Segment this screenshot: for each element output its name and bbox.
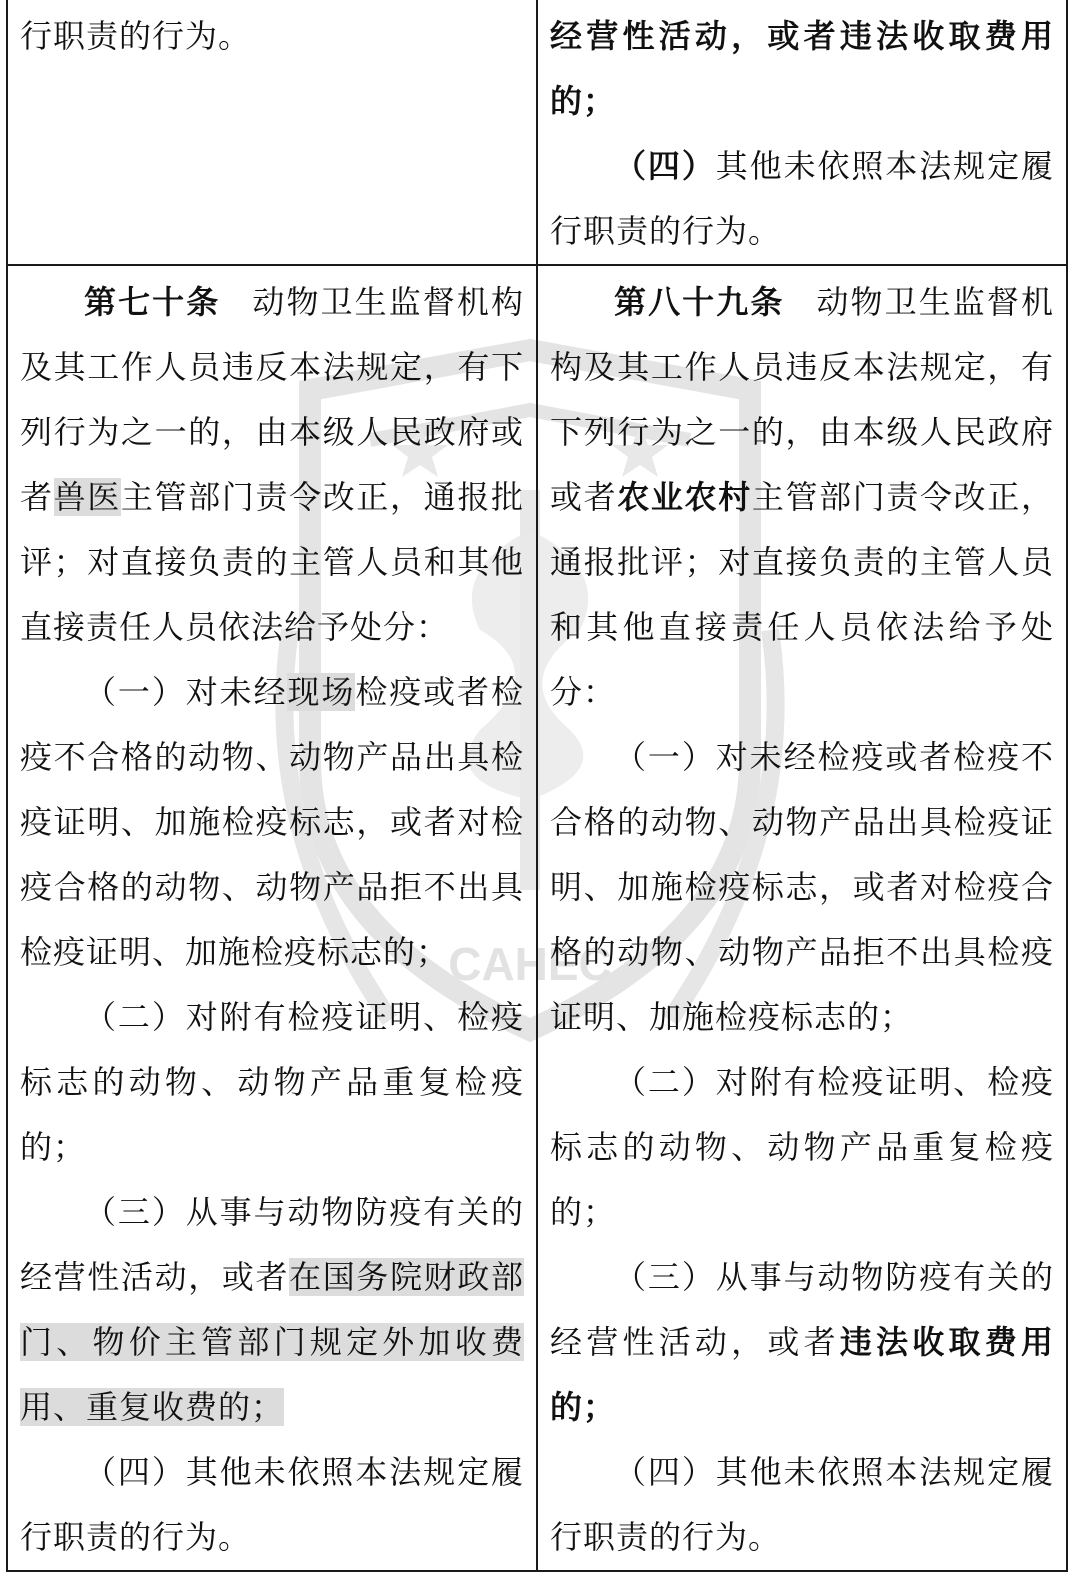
old-item-3 [20,1180,524,1440]
highlighted-text: 兽医 [53,478,121,516]
watermark-text: CAHEC [448,938,612,990]
new-item-3 [550,1245,1054,1440]
left-cell-main [7,265,537,1571]
bold-text: 违法收取费用的； [550,1323,1054,1426]
intro-text: 动物卫生监督机构及其工作人员违反本法规定，有下列行为之一的，由本级人民政府或者 [550,283,1054,516]
right-cell-top [537,0,1067,265]
bold-text: 农业农村 [617,478,752,516]
left-cell-top [7,0,537,265]
comparison-table [6,0,1068,1572]
new-article-number: 第八十九条 [614,283,785,321]
new-item-1: （一）对未经检疫或者检疫不合格的动物、动物产品出具检疫证明、加施检疫标志，或者对检疫合格的动物、动物产品拒不出具检疫证明、加施检疫标志的； [550,738,1054,1036]
item-text: （三）从事与动物防疫有关的经营性活动，或者 [550,1258,1054,1361]
old-article-intro [20,270,524,660]
item-text: 其他未依照本法规定履行职责的行为。 [550,147,1054,250]
right-top-para-2 [550,134,1054,264]
old-item-4: （四）其他未依照本法规定履行职责的行为。 [20,1453,524,1556]
highlighted-text: 在国务院财政部门、物价主管部门规定外加收费用、重复收费的； [20,1258,524,1426]
table-row [7,0,1067,265]
new-item-4: （四）其他未依照本法规定履行职责的行为。 [550,1453,1054,1556]
item-text: 检疫或者检疫不合格的动物、动物产品出具检疫证明、加施检疫标志，或者对检疫合格的动物、动物产品拒不出具检疫证明、加施检疫标志的； [20,673,524,971]
new-article-intro [550,270,1054,725]
item-text: （一）对未经 [84,673,288,711]
left-top-text: 行职责的行为。 [20,17,252,55]
old-article-number: 第七十条 [84,283,221,321]
intro-text: 动物卫生监督机构及其工作人员违反本法规定，有下列行为之一的，由本级人民政府或者 [20,283,524,516]
intro-text: 主管部门责令改正，通报批评；对直接负责的主管人员和其他直接责任人员依法给予处分： [550,478,1054,711]
right-top-para-1 [550,4,1054,134]
new-item-2: （二）对附有检疫证明、检疫标志的动物、动物产品重复检疫的； [550,1063,1054,1231]
old-item-1 [20,660,524,985]
bold-text: 经营性活动，或者违法收取费用的； [550,17,1054,120]
item-text: （三）从事与动物防疫有关的经营性活动，或者 [20,1193,524,1296]
item-label-bold: （四） [614,147,716,185]
table-row [7,265,1067,1571]
right-cell-main [537,265,1067,1571]
intro-text: 主管部门责令改正，通报批评；对直接负责的主管人员和其他直接责任人员依法给予处分： [20,478,524,646]
old-item-2: （二）对附有检疫证明、检疫标志的动物、动物产品重复检疫的； [20,998,524,1166]
highlighted-text: 现场 [287,673,356,711]
